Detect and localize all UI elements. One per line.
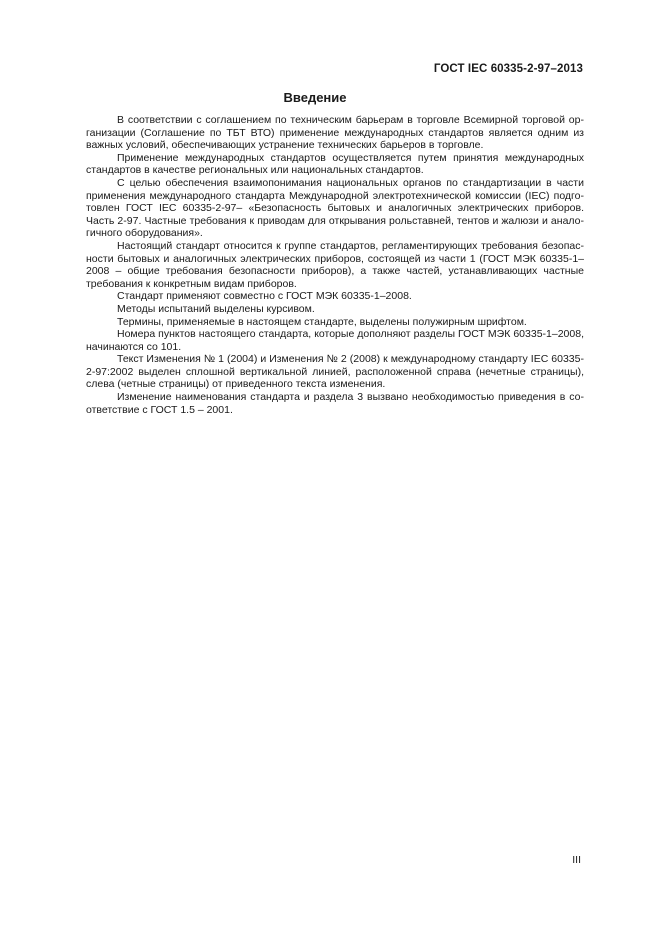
paragraph-purpose: С целью обеспечения взаимопонимания национальных органов по стандартизации в части применения международного стандарта Международной электротехнической комиссии (IEC) подготовлен ГОСТ IEC 60335-2-97– «Безопасность бытовых и аналогичных электрических приборов. Часть 2-97. Частные требования к приводам для открывания рольставней, тентов и жалюзи и аналогичного оборудования». <box>86 176 584 240</box>
paragraph-wto-agreement: В соответствии с соглашением по техническим барьерам в торговле Всемирной торговой организации (Соглашение по ТБТ ВТО) применение международных стандартов является одним из важных условий, обеспечивающих устранение технических барьеров в торговле. <box>86 114 584 152</box>
page-number: III <box>572 854 581 866</box>
paragraph-clause-numbers: Номера пунктов настоящего стандарта, которые дополняют разделы ГОСТ МЭК 60335-1–2008, начинаются со 101. <box>86 328 584 353</box>
paragraph-amendments: Текст Изменения № 1 (2004) и Изменения № 2 (2008) к международному стандарту IEC 60335-2-97:2002 выделен сплошной вертикальной линией, расположенной справа (нечетные страницы), слева (четные страницы) от приведенного текста изменения. <box>86 353 584 391</box>
paragraph-adoption: Применение международных стандартов осуществляется путем принятия международных стандартов в качестве региональных или национальных стандартов. <box>86 151 584 177</box>
paragraph-used-with: Стандарт применяют совместно с ГОСТ МЭК 60335-1–2008. <box>117 290 412 303</box>
section-title: Введение <box>283 90 347 105</box>
paragraph-title-change: Изменение наименования стандарта и раздела 3 вызвано необходимостью приведения в соответствие с ГОСТ 1.5 – 2001. <box>86 391 584 416</box>
document-code-header: ГОСТ IEC 60335-2-97–2013 <box>433 63 583 75</box>
paragraph-test-methods: Методы испытаний выделены курсивом. <box>117 302 315 315</box>
introduction-body <box>86 114 584 416</box>
paragraph-terms: Термины, применяемые в настоящем стандарте, выделены полужирным шрифтом. <box>117 315 527 328</box>
paragraph-standard-group: Настоящий стандарт относится к группе стандартов, регламентирующих требования безопасности бытовых и аналогичных электрических приборов, состоящей из части 1 (ГОСТ МЭК 60335-1–2008 – общие требования безопасности приборов), а также частей, устанавливающих частные требования к конкретным видам приборов. <box>86 239 584 290</box>
